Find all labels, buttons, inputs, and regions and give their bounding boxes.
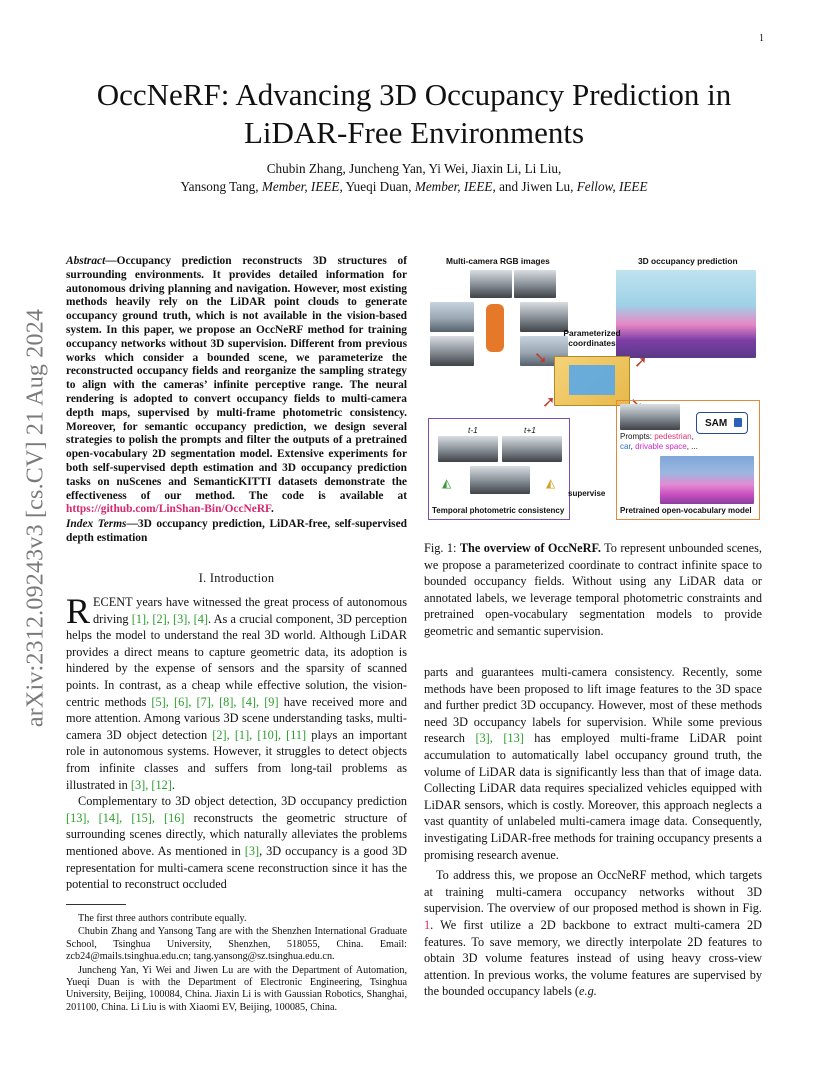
label-open-vocab-model: Pretrained open-vocabulary model [620, 506, 752, 515]
abstract-label: Abstract [66, 255, 106, 267]
camera-triangle-icon: ◭ [442, 476, 452, 490]
footnote: Juncheng Yan, Yi Wei and Jiwen Lu are with the Department of Automation, Yueqi Duan is with the Department of Electronic Engineering, Tsinghua University, Beijing, 100084, China. Jiaxin Li is with Gaussian Robotics, Shanghai, 201100, China. Li Liu is with Xiaomi EV, Beijing, 100085, China. [66, 964, 407, 1013]
intro-paragraph-1: RECENT years have witnessed the great process of autonomous driving [1], [2], [3], [4]. As a crucial component, 3D perception helps the model to understand the real 3D world. Although LiDAR provides a direct means to capture geometric data, its adoption is hindered by the expense of sensors and the sparsity of scanned points. In contrast, as a cheap while effective solution, the vision-centric methods [5], [6], [7], [8], [4], [9] have received more and more attention. Among various 3D scene understanding tasks, multi-camera 3D object detection [2], [1], [10], [11] plays an important role in autonomous systems. However, it struggles to detect objects from infinite classes and suffers from long-tail problems as illustrated in [3], [12]. [66, 591, 407, 792]
paper-title: OccNeRF: Advancing 3D Occupancy Prediction in LiDAR-Free Environments [96, 77, 732, 150]
intro-paragraph-2: Complementary to 3D object detection, 3D occupancy prediction [13], [14], [15], [16] reconstructs the geometric structure of surrounding scenes directly, which naturally alleviates the problems mentioned above. As mentioned in [3], 3D occupancy is a good 3D representation for multi-camera scene reconstruction since it has the potential to reconstruct occluded [66, 794, 407, 892]
author-list [60, 160, 768, 196]
dropcap: R [66, 591, 91, 631]
right-paragraph-2: To address this, we propose an OccNeRF method, which targets at training multi-camera occupancy networks without 3D supervision. The overview of our proposed method is shown in Fig. 1. We first utilize a 2D backbone to extract multi-camera 2D features. To save memory, we directly interpolate 2D features to obtain 3D volume features instead of using heavy cross-view attention. In previous works, the volume features are supervised by the bounded occupancy labels (e.g. [424, 868, 762, 999]
caption-label: Fig. 1: [424, 541, 460, 555]
arrow-icon: ➚ [634, 354, 648, 371]
citation[interactable]: [3], [12] [130, 777, 172, 792]
right-paragraph-1: parts and guarantees multi-camera consistency. Recently, some methods have been proposed to lift image features to the 3D space and further predict 3D occupancy. However, most of these methods need 3D occupancy labels for supervision. While some previous research [3], [13] has employed multi-frame LiDAR point accumulation to automatically label occupancy ground truth, the volume of LiDAR data is significantly less than that of image data. Collecting LiDAR data requires specialized vehicles equipped with LiDAR sensors, which is costly. Moreover, this approach neglects a vast quantity of unlabeled multi-camera image data. Consequently, investigating LiDAR-free methods for training occupancy presents a promising research avenue. [424, 665, 762, 862]
authors-line-2: Yansong Tang, Member, IEEE, Yueqi Duan, Member, IEEE, and Jiwen Lu, Fellow, IEEE [180, 179, 648, 194]
index-terms-label: Index Terms [66, 518, 127, 530]
label-t-plus-1: t+1 [524, 425, 536, 435]
camera-image-right [520, 302, 568, 332]
citation[interactable]: [3] [244, 843, 260, 858]
footnote: The first three authors contribute equally. [78, 913, 247, 924]
label-occupancy-prediction: 3D occupancy prediction [638, 256, 738, 266]
frame-image-t-plus-1 [502, 436, 562, 462]
segmentation-image [660, 456, 754, 504]
label-supervise: supervise [568, 489, 606, 498]
index-terms [66, 518, 407, 546]
section-heading: I. Introduction [198, 571, 275, 585]
label-rgb-images: Multi-camera RGB images [446, 256, 550, 266]
abstract-text: —Occupancy prediction reconstructs 3D structures of surrounding environments. It provides detailed information for autonomous driving planning and navigation. However, most existing methods heavily rely on the LiDAR point clouds to generate occupancy ground truth, which is not available in the vision-based system. In this paper, we propose an OccNeRF method for training occupancy networks without 3D supervision. Different from previous works which consider a bounded scene, we parameterize the reconstructed occupancy fields and reorganize the sampling strategy to align with the cameras’ infinite perceptive range. The neural rendering is adopted to convert occupancy fields to multi-camera depth maps, supervised by multi-frame photometric consistency. Moreover, for semantic occupancy prediction, we design several strategies to polish the prompts and filter the outputs of a pretrained open-vocabulary 2D segmentation model. Extensive experiments for both self-supervised depth estimation and 3D occupancy prediction tasks on nuScenes and SemanticKITTI datasets demonstrate the effectiveness of our method. The code is available at [66, 255, 407, 502]
index-terms-text: —3D occupancy prediction, LiDAR-free, self-supervised depth estimation [66, 518, 407, 544]
label-temporal-consistency: Temporal photometric consistency [432, 506, 565, 515]
citation[interactable]: [3], [13] [475, 731, 524, 746]
caption-bold: The overview of OccNeRF. [459, 541, 601, 555]
lock-icon [734, 418, 742, 427]
occupancy-volume-cube [554, 356, 630, 406]
label-t-minus-1: t-1 [468, 425, 478, 435]
sam-model-badge: SAM [696, 412, 748, 434]
figure-caption [424, 540, 762, 640]
camera-image-front [514, 270, 556, 298]
footnote: Chubin Zhang and Yansong Tang are with the Shenzhen International Graduate School, Tsinghua University, Shenzhen, 518055, China. Email: zcb24@mails.tsinghua.edu.cn; tang.yansong@sz.tsinghua.edu.cn. [66, 926, 407, 963]
abstract: Abstract—Occupancy prediction reconstructs 3D structures of surrounding environments. It provides detailed information for autonomous driving planning and navigation. However, most existing methods heavily rely on the LiDAR point clouds to generate occupancy ground truth, which is not available in the vision-based system. In this paper, we propose an OccNeRF method for training occupancy networks without 3D supervision. Different from previous works which consider a bounded scene, we parameterize the reconstructed occupancy fields and reorganize the sampling strategy to align with the cameras’ infinite perceptive range. The neural rendering is adopted to convert occupancy fields to multi-camera depth maps, supervised by multi-frame photometric consistency. Moreover, for semantic occupancy prediction, we design several strategies to polish the prompts and filter the outputs of a pretrained open-vocabulary 2D segmentation model. Extensive experiments for both self-supervised depth estimation and 3D occupancy prediction tasks on nuScenes and SemanticKITTI datasets demonstrate the effectiveness of our method. The code is available at https://github.com/LinShan-Bin/OccNeRF. [66, 255, 407, 516]
footnotes [66, 913, 407, 1015]
occupancy-prediction-image [616, 270, 756, 358]
citation[interactable]: [13], [14], [15], [16] [66, 810, 185, 825]
prompts-list: Prompts: pedestrian, car, drivable space, ... [620, 432, 698, 451]
arxiv-stamp [24, 278, 48, 758]
label-parameterized-coordinates: Parameterized coordinates [563, 328, 621, 348]
arrow-icon: ➚ [542, 394, 556, 411]
citation[interactable]: [5], [6], [7], [8], [4], [9] [151, 694, 279, 709]
citation[interactable]: [1], [2], [3], [4] [131, 611, 209, 626]
frame-image-t [470, 466, 530, 494]
authors-line-1: Chubin Zhang, Juncheng Yan, Yi Wei, Jiaxin Li, Li Liu, [266, 161, 562, 176]
ego-car-icon [486, 304, 504, 352]
arxiv-stamp-text: arXiv:2312.09243v3 [cs.CV] 21 Aug 2024 [22, 308, 49, 728]
caption-text: To represent unbounded scenes, we propose a parameterized coordinate to contract infinite space to bounded occupancy fields. Without using any LiDAR data or annotated labels, we leverage temporal photometric constraints and pretrained open-vocabulary segmentation models to provide geometric and semantic supervision. [424, 541, 762, 638]
arrow-icon: ➘ [534, 350, 548, 367]
frame-image-t-minus-1 [438, 436, 498, 462]
camera-triangle-icon: ◭ [546, 476, 556, 490]
camera-image-front-left [470, 270, 512, 298]
camera-image-left [430, 302, 474, 332]
right-column-body [424, 664, 762, 1000]
page-number: 1 [759, 33, 764, 44]
citation[interactable]: [2], [1], [10], [11] [212, 727, 307, 742]
figure-overview [424, 252, 762, 520]
footnote-rule [66, 904, 126, 905]
code-link[interactable]: https://github.com/LinShan-Bin/OccNeRF [66, 503, 271, 516]
street-image [620, 404, 680, 430]
camera-image-back-left [430, 336, 474, 366]
figure-reference[interactable]: 1 [424, 917, 431, 932]
introduction-body [66, 591, 407, 893]
